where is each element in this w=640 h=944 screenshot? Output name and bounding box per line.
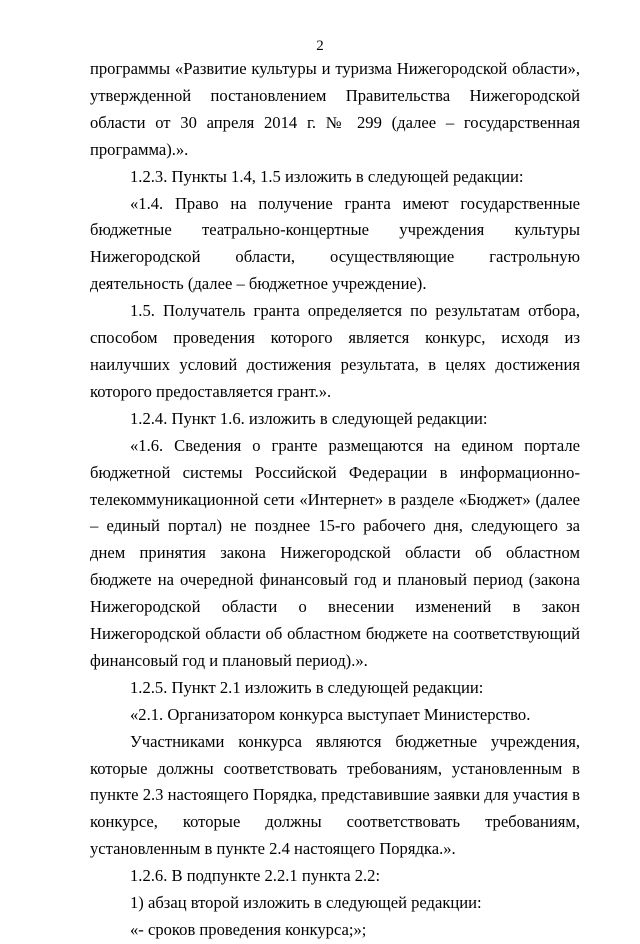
paragraph-1-5: 1.5. Получатель гранта определяется по результатам отбора, способом проведения которого является конкурс, исходя из наилучших условий достижения результата, в целях достижения которого предоставляется грант.». (90, 301, 580, 401)
paragraph-1-4: «1.4. Право на получение гранта имеют государственные бюджетные театрально-концертные учреждения культуры Нижегородской области, осуществляющие гастрольную деятельность (далее – бюджетное учреждение). (90, 193, 580, 294)
paragraph-1-2-6: 1.2.6. В подпункте 2.2.1 пункта 2.2: (130, 866, 381, 886)
document-body (90, 56, 580, 944)
paragraph-2-1: «2.1. Организатором конкурса выступает Министерство. (130, 704, 531, 724)
paragraph-participants: Участниками конкурса являются бюджетные учреждения, которые должны соответствовать требованиям, установленным в пункте 2.3 настоящего Порядка, представившие заявки для участия в конкурсе, которые должны соответствовать требованиям, установленным в пункте 2.4 настоящего Порядка.». (90, 731, 580, 859)
paragraph-1-2-4: 1.2.4. Пункт 1.6. изложить в следующей редакции: (130, 408, 488, 428)
paragraph-1-2-5: 1.2.5. Пункт 2.1 изложить в следующей редакции: (130, 677, 484, 697)
paragraph-program-continuation: программы «Развитие культуры и туризма Нижегородской области», утвержденной постановлением Правительства Нижегородской области от 30 апреля 2014 г. № 299 (далее – государственная программа).». (90, 59, 580, 159)
paragraph-item-1: 1) абзац второй изложить в следующей редакции: (130, 893, 482, 913)
page-number: 2 (316, 38, 324, 54)
paragraph-1-2-3: 1.2.3. Пункты 1.4, 1.5 изложить в следующей редакции: (130, 166, 524, 186)
paragraph-1-6: «1.6. Сведения о гранте размещаются на едином портале бюджетной системы Российской Федерации в информационно-телекоммуникационной сети «Интернет» в разделе «Бюджет» (далее – единый портал) не позднее 15-го рабочего дня, следующего за днем принятия закона Нижегородской области об областном бюджете на очередной финансовый год и плановый период (закона Нижегородской области о внесении изменений в закон Нижегородской области об областном бюджете на соответствующий финансовый год и плановый период).». (90, 435, 580, 670)
paragraph-contest-terms: «- сроков проведения конкурса;»; (130, 920, 367, 939)
